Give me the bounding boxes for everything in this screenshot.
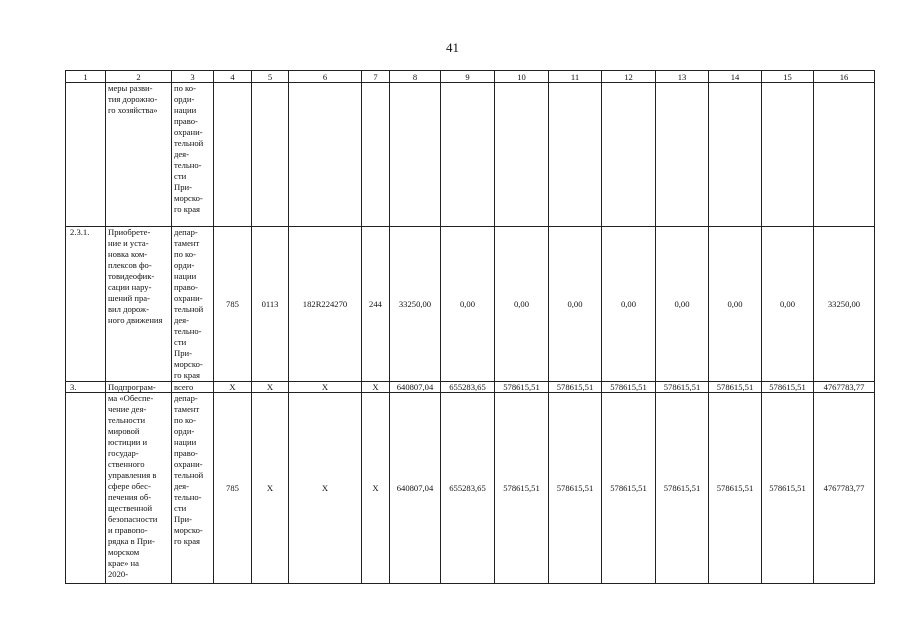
value-cell: 578615,51 xyxy=(549,393,602,584)
value-cell: 33250,00 xyxy=(814,227,875,382)
executor-cell: по ко- орди- нации право- охрани- тельной дея- тельно- сти При- морско- го края xyxy=(172,83,214,227)
table-row xyxy=(66,227,875,382)
column-header: 9 xyxy=(441,71,495,83)
value-cell: X xyxy=(214,382,252,393)
value-cell: 0,00 xyxy=(549,227,602,382)
column-header: 3 xyxy=(172,71,214,83)
column-header: 7 xyxy=(362,71,390,83)
value-cell: 33250,00 xyxy=(390,227,441,382)
value-cell: 578615,51 xyxy=(656,393,709,584)
table-row xyxy=(66,382,875,393)
column-header: 15 xyxy=(762,71,814,83)
value-cell xyxy=(814,83,875,227)
value-cell xyxy=(495,83,549,227)
value-cell: 578615,51 xyxy=(495,393,549,584)
value-cell: X xyxy=(252,382,289,393)
value-cell: 578615,51 xyxy=(602,393,656,584)
value-cell: 578615,51 xyxy=(656,382,709,393)
value-cell: 578615,51 xyxy=(762,393,814,584)
value-cell: 578615,51 xyxy=(602,382,656,393)
value-cell xyxy=(602,83,656,227)
value-cell xyxy=(390,83,441,227)
executor-cell: всего xyxy=(172,382,214,393)
column-header: 8 xyxy=(390,71,441,83)
value-cell xyxy=(762,83,814,227)
value-cell: 0113 xyxy=(252,227,289,382)
value-cell xyxy=(709,83,762,227)
row-number-cell: 3. xyxy=(66,382,106,393)
column-header: 14 xyxy=(709,71,762,83)
executor-cell: депар- тамент по ко- орди- нации право- охрани- тельной дея- тельно- сти При- морско- го края xyxy=(172,227,214,382)
value-cell: 640807,04 xyxy=(390,393,441,584)
name-cell: Подпрограм- xyxy=(106,382,172,393)
column-header: 5 xyxy=(252,71,289,83)
value-cell: 0,00 xyxy=(709,227,762,382)
value-cell xyxy=(214,83,252,227)
value-cell: 785 xyxy=(214,227,252,382)
column-header: 12 xyxy=(602,71,656,83)
row-number-cell xyxy=(66,393,106,584)
budget-table xyxy=(65,70,875,584)
value-cell xyxy=(441,83,495,227)
value-cell: 0,00 xyxy=(656,227,709,382)
value-cell: 578615,51 xyxy=(709,393,762,584)
value-cell: 640807,04 xyxy=(390,382,441,393)
value-cell: 655283,65 xyxy=(441,393,495,584)
column-header: 4 xyxy=(214,71,252,83)
value-cell: 655283,65 xyxy=(441,382,495,393)
column-header: 6 xyxy=(289,71,362,83)
value-cell: 0,00 xyxy=(495,227,549,382)
value-cell xyxy=(656,83,709,227)
page-number: 41 xyxy=(446,40,459,55)
value-cell: 244 xyxy=(362,227,390,382)
column-header: 16 xyxy=(814,71,875,83)
row-number-cell xyxy=(66,83,106,227)
value-cell xyxy=(549,83,602,227)
value-cell: 0,00 xyxy=(602,227,656,382)
value-cell xyxy=(289,83,362,227)
name-cell: Приобрете- ние и уста- новка ком- плексов фо- товидеофик- сации нару- шений пра- вил дорож- ного движения xyxy=(106,227,172,382)
value-cell: 578615,51 xyxy=(762,382,814,393)
value-cell: 785 xyxy=(214,393,252,584)
row-number-cell: 2.3.1. xyxy=(66,227,106,382)
executor-cell: депар- тамент по ко- орди- нации право- охрани- тельной дея- тельно- сти При- морско- го края xyxy=(172,393,214,584)
value-cell: 578615,51 xyxy=(709,382,762,393)
value-cell: X xyxy=(362,382,390,393)
value-cell: 182R224270 xyxy=(289,227,362,382)
value-cell: 578615,51 xyxy=(495,382,549,393)
value-cell xyxy=(362,83,390,227)
name-cell: меры разви- тия дорожно- го хозяйства» xyxy=(106,83,172,227)
header-row xyxy=(66,71,875,83)
column-header: 13 xyxy=(656,71,709,83)
column-header: 2 xyxy=(106,71,172,83)
value-cell: X xyxy=(252,393,289,584)
column-header: 1 xyxy=(66,71,106,83)
value-cell: 0,00 xyxy=(762,227,814,382)
table-row xyxy=(66,83,875,227)
value-cell: 4767783,77 xyxy=(814,393,875,584)
value-cell: 0,00 xyxy=(441,227,495,382)
value-cell: X xyxy=(289,393,362,584)
value-cell: 4767783,77 xyxy=(814,382,875,393)
value-cell: 578615,51 xyxy=(549,382,602,393)
name-cell: ма «Обеспе- чение дея- тельности мировой юстиции и государ- ственного управления в сфере обес- печения об- щественной безопасности и правопо- рядка в При- морском крае» на 2020- xyxy=(106,393,172,584)
value-cell: X xyxy=(362,393,390,584)
column-header: 11 xyxy=(549,71,602,83)
value-cell xyxy=(252,83,289,227)
table-row xyxy=(66,393,875,584)
column-header: 10 xyxy=(495,71,549,83)
value-cell: X xyxy=(289,382,362,393)
